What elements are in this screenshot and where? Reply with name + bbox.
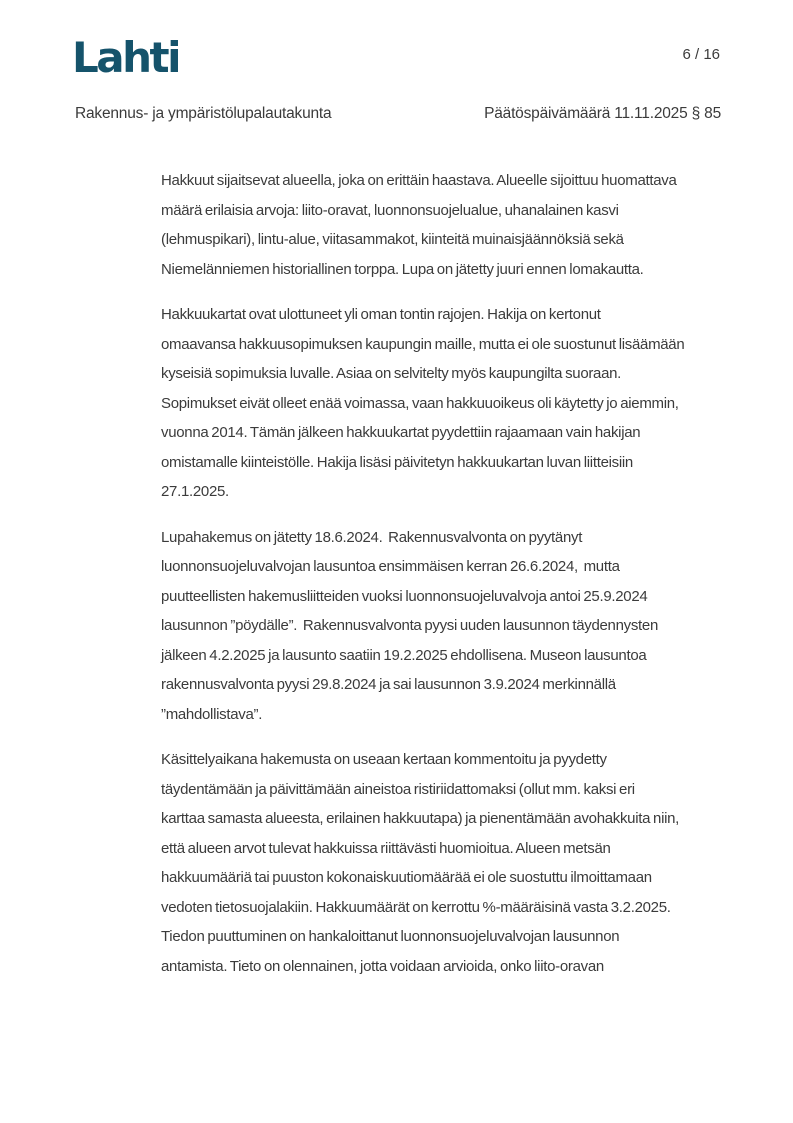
text-line: omaavansa hakkuusopimuksen kaupungin maille, mutta ei ole suostunut lisäämään (161, 335, 685, 353)
text-line: puutteellisten hakemusliitteiden vuoksi luonnonsuojeluvalvoja antoi 25.9.2024 (161, 587, 648, 605)
document-header (75, 105, 721, 123)
text-line: (lehmuspikari), lintu-alue, viitasammakot, kiinteitä muinaisjäännöksiä sekä (161, 231, 624, 248)
text-line: Käsittelyaikana hakemusta on useaan kertaan kommentoitu ja pyydetty (161, 751, 607, 768)
text-line: vuonna 2014. Tämän jälkeen hakkuukartat pyydettiin rajaamaan vain hakijan (161, 424, 641, 441)
text-line: luonnonsuojeluvalvojan lausuntoa ensimmäisen kerran 26.6.2024, mutta (161, 558, 620, 575)
text-line: omistamalle kiinteistölle. Hakija lisäsi päivitetyn hakkuukartan luvan liitteisiin (161, 453, 633, 471)
text-line: Hakkuukartat ovat ulottuneet yli oman tontin rajojen. Hakija on kertonut (161, 306, 601, 323)
text-line: Hakkuut sijaitsevat alueella, joka on erittäin haastava. Alueelle sijoittuu huomattava (161, 172, 677, 189)
text-line: lausunnon ”pöydälle”. Rakennusvalvonta pyysi uuden lausunnon täydennysten (161, 617, 658, 634)
text-line: vedoten tietosuojalakiin. Hakkuumäärät on kerrottu %-määräisinä vasta 3.2.2025. (161, 898, 671, 916)
decision-date: Päätöspäivämäärä 11.11.2025 § 85 (484, 105, 721, 122)
text-line: Niemelänniemen historiallinen torppa. Lupa on jätetty juuri ennen lomakautta. (161, 260, 644, 278)
text-line: rakennusvalvonta pyysi 29.8.2024 ja sai lausunnon 3.9.2024 merkinnällä (161, 676, 616, 693)
text-line: hakkuumääriä tai puuston kokonaiskuutiomäärää ei ole suostuttu ilmoittamaan (161, 869, 652, 886)
paragraph-4 (161, 745, 761, 981)
text-line: ”mahdollistava”. (161, 705, 263, 723)
text-line: Tiedon puuttuminen on hankaloittanut luonnonsuojeluvalvojan lausunnon (161, 928, 620, 945)
paragraph-2 (161, 300, 761, 507)
paragraph-3 (161, 523, 761, 730)
text-line: Sopimukset eivät olleet enää voimassa, vaan hakkuuoikeus oli käytetty jo aiemmin, (161, 394, 679, 412)
lahti-logo: Lahti (72, 33, 179, 82)
page-number: 6 / 16 (682, 46, 720, 63)
text-line: karttaa samasta alueesta, erilainen hakkuutapa) ja pienentämään avohakkuita niin, (161, 810, 680, 827)
text-line: Lupahakemus on jätetty 18.6.2024. Rakennusvalvonta on pyytänyt (161, 528, 583, 546)
text-line: jälkeen 4.2.2025 ja lausunto saatiin 19.2.2025 ehdollisena. Museon lausuntoa (161, 646, 647, 664)
text-line: että alueen arvot tulevat hakkuissa riittävästi huomioitua. Alueen metsän (161, 839, 611, 857)
text-line: 27.1.2025. (161, 483, 229, 500)
document-body (161, 166, 761, 997)
text-line: antamista. Tieto on olennainen, jotta voidaan arvioida, onko liito-oravan (161, 957, 604, 975)
text-line: kyseisiä sopimuksia luvalle. Asiaa on selvitelty myös kaupungilta suoraan. (161, 365, 622, 382)
committee-name: Rakennus- ja ympäristölupalautakunta (75, 105, 332, 122)
text-line: määrä erilaisia arvoja: liito-oravat, luonnonsuojelualue, uhanalainen kasvi (161, 201, 619, 219)
text-line: täydentämään ja päivittämään aineistoa ristiriidattomaksi (ollut mm. kaksi eri (161, 780, 635, 798)
paragraph-1 (161, 166, 761, 284)
